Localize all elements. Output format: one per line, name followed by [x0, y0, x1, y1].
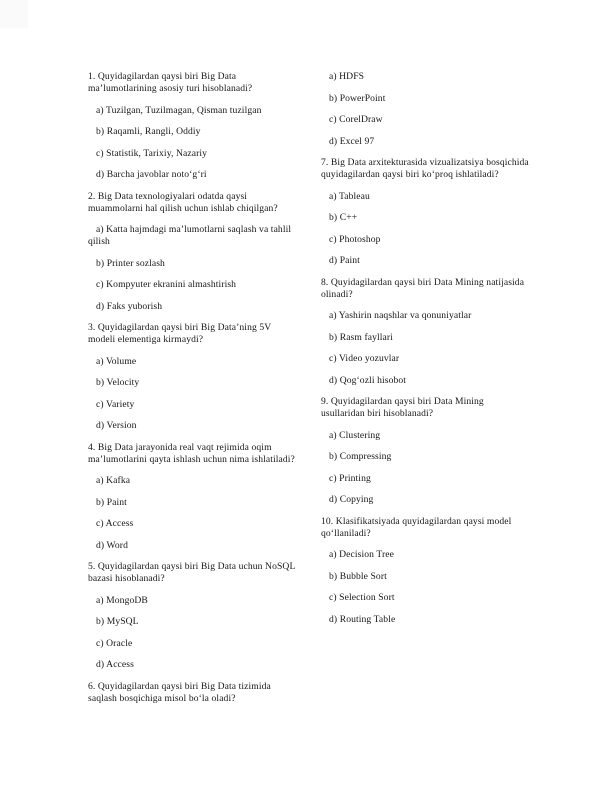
answer-option: a) Volume	[96, 355, 137, 367]
answer-option: d) Paint	[329, 255, 360, 266]
question-stem: 4. Big Data jarayonida real vaqt rejimida oqim ma’lumotlarini qayta ishlash uchun nima ishlatiladi?	[88, 441, 295, 465]
answer-option: a) Clustering	[329, 429, 381, 441]
question-stem: 7. Big Data arxitekturasida vizualizatsiya bosqichida quyidagilardan qaysi biri ko‘proq ishlatiladi?	[321, 157, 529, 180]
answer-option: d) Access	[96, 659, 134, 670]
answer-option: c) Photoshop	[329, 233, 381, 245]
answer-option: d) Faks yuborish	[96, 300, 163, 312]
scan-corner-artifact	[0, 0, 28, 28]
answer-option: c) Selection Sort	[329, 592, 395, 603]
answer-option: d) Barcha javoblar noto‘g‘ri	[96, 169, 207, 180]
answer-option: d) Excel 97	[329, 135, 375, 147]
answer-option: c) Printing	[329, 472, 371, 484]
question-stem: 1. Quyidagilardan qaysi biri Big Data ma’lumotlarining asosiy turi hisoblanadi?	[88, 71, 253, 94]
answer-option: b) Printer sozlash	[96, 257, 165, 269]
answer-option: c) Variety	[96, 398, 135, 410]
answer-option: c) CorelDraw	[329, 114, 383, 125]
answer-option: b) PowerPoint	[329, 92, 386, 104]
answer-option: a) HDFS	[329, 71, 365, 82]
column-right	[321, 71, 529, 635]
answer-option: a) Kafka	[96, 475, 131, 486]
answer-option: b) Rasm fayllari	[329, 331, 393, 343]
answer-option: b) C++	[329, 212, 358, 223]
answer-option: b) Bubble Sort	[329, 570, 387, 582]
question-stem: 8. Quyidagilardan qaysi biri Data Mining natijasida olinadi?	[321, 276, 525, 300]
answer-option: b) MySQL	[96, 616, 139, 627]
question-stem: 10. Klasifikatsiyada quyidagilardan qaysi model qo‘llaniladi?	[321, 515, 512, 539]
answer-option: d) Word	[96, 539, 128, 551]
answer-option: a) Yashirin naqshlar va qonuniyatlar	[329, 310, 472, 321]
answer-option: c) Access	[96, 518, 134, 529]
answer-option: d) Routing Table	[329, 613, 396, 625]
answer-option: d) Copying	[329, 494, 374, 505]
question-stem: 3. Quyidagilardan qaysi biri Big Data’ning 5V modeli elementiga kirmaydi?	[88, 322, 272, 345]
answer-option: a) Decision Tree	[329, 549, 395, 560]
question-stem: 6. Quyidagilardan qaysi biri Big Data tizimida saqlash bosqichiga misol bo‘la oladi?	[88, 680, 271, 704]
column-left	[88, 71, 296, 714]
answer-option: c) Video yozuvlar	[329, 353, 400, 364]
question-stem: 9. Quyidagilardan qaysi biri Data Mining usullaridan biri hisoblanadi?	[321, 396, 484, 419]
answer-option: d) Qog‘ozli hisobot	[329, 374, 407, 386]
answer-option: c) Kompyuter ekranini almashtirish	[96, 279, 237, 290]
answer-option: b) Compressing	[329, 451, 392, 462]
answer-option: b) Velocity	[96, 377, 140, 388]
answer-option: d) Version	[96, 420, 137, 431]
question-stem: 2. Big Data texnologiyalari odatda qaysi muammolarni hal qilish uchun ishlab chiqilgan?	[88, 190, 278, 214]
answer-option: b) Raqamli, Rangli, Oddiy	[96, 126, 201, 137]
answer-option: a) Tableau	[329, 190, 370, 202]
question-stem: 5. Quyidagilardan qaysi biri Big Data uchun NoSQL bazasi hisoblanadi?	[88, 561, 296, 584]
answer-option: c) Oracle	[96, 637, 133, 649]
answer-option: a) Katta hajmdagi ma’lumotlarni saqlash va tahlil qilish	[88, 224, 292, 247]
answer-option: b) Paint	[96, 496, 127, 508]
answer-option: c) Statistik, Tarixiy, Nazariy	[96, 147, 208, 159]
answer-option: a) MongoDB	[96, 594, 148, 606]
answer-option: a) Tuzilgan, Tuzilmagan, Qisman tuzilgan	[96, 104, 262, 116]
